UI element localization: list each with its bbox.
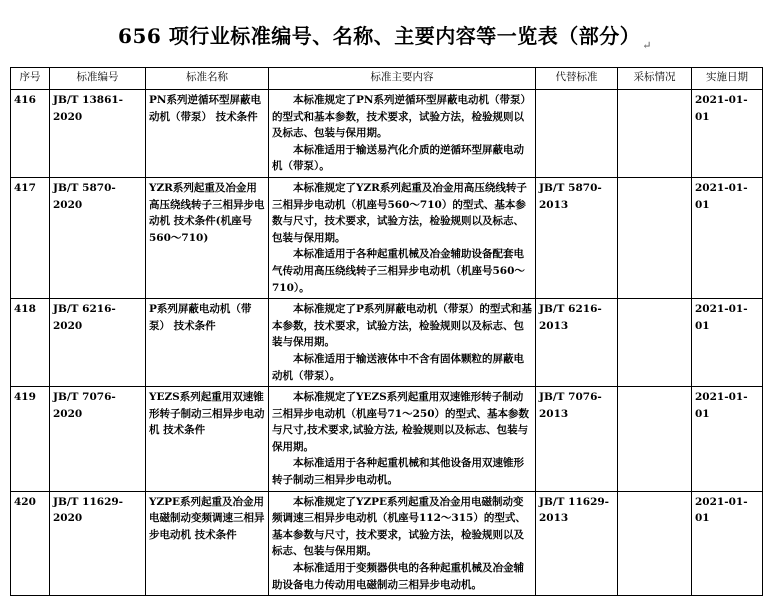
row-code: JB/T 7076-2020 — [50, 387, 146, 492]
table-row — [11, 491, 763, 596]
content-paragraph: 本标准规定了P系列屏蔽电动机（带泵）的型式和基本参数，技术要求，试验方法，检验规则以及标志、包装与保用期。 — [272, 303, 532, 349]
table-row — [11, 177, 763, 298]
row-date: 2021-01-01 — [692, 299, 763, 387]
header-date: 实施日期 — [692, 68, 763, 90]
table-row — [11, 387, 763, 492]
row-name: P系列屏蔽电动机（带泵） 技术条件 — [146, 299, 269, 387]
row-adoption — [618, 299, 692, 387]
row-content — [269, 299, 536, 387]
page-title: 656 项行业标准编号、名称、主要内容等一览表（部分） $_↵$ — [118, 24, 652, 52]
row-replaces: JB/T 11629-2013 — [536, 491, 618, 596]
content-paragraph: 本标准规定了YZPE系列起重及冶金用电磁制动变频调速三相异步电动机（机座号112～315）的型式、基本参数与尺寸，技术要求，试验方法，检验规则以及标志、包装与保用期。 — [272, 495, 526, 558]
row-no: 416 — [11, 90, 50, 178]
row-code: JB/T 6216-2020 — [50, 299, 146, 387]
row-content — [269, 90, 536, 178]
row-name: PN系列逆循环型屏蔽电动机（带泵） 技术条件 — [146, 90, 269, 178]
row-content — [269, 491, 536, 596]
row-code: JB/T 5870-2020 — [50, 177, 146, 298]
content-paragraph: 本标准规定了YZR系列起重及冶金用高压绕线转子三相异步电动机（机座号560～710）的型式、基本参数与尺寸，技术要求，试验方法，检验规则以及标志、包装与保用期。 — [272, 181, 527, 244]
row-date: 2021-01-01 — [692, 491, 763, 596]
content-paragraph: 本标准适用于各种起重机械及冶金辅助设备配套电气传动用高压绕线转子三相异步电动机（机座号560～710）。 — [272, 248, 525, 294]
row-no: 420 — [11, 491, 50, 596]
row-content — [269, 177, 536, 298]
row-adoption — [618, 387, 692, 492]
header-replaces: 代替标准 — [536, 68, 618, 90]
row-no: 419 — [11, 387, 50, 492]
row-adoption — [618, 177, 692, 298]
header-adoption: 采标情况 — [618, 68, 692, 90]
row-replaces — [536, 90, 618, 178]
row-code: JB/T 13861-2020 — [50, 90, 146, 178]
row-date: 2021-01-01 — [692, 387, 763, 492]
row-name: YZR系列起重及冶金用高压绕线转子三相异步电动机 技术条件(机座号560～710) — [146, 177, 269, 298]
content-paragraph: 本标准适用于输送液体中不含有固体颗粒的屏蔽电动机（带泵）。 — [272, 352, 524, 382]
row-name: YEZS系列起重用双速锥形转子制动三相异步电动机 技术条件 — [146, 387, 269, 492]
standards-table — [10, 67, 763, 596]
row-adoption — [618, 90, 692, 178]
header-code: 标准编号 — [50, 68, 146, 90]
row-adoption — [618, 491, 692, 596]
content-paragraph: 本标准适用于变频器供电的各种起重机械及冶金辅助设备电力传动用电磁制动三相异步电动机。 — [272, 562, 524, 591]
content-paragraph: 本标准规定了YEZS系列起重用双速锥形转子制动三相异步电动机（机座号71～250）的型式、基本参数与尺寸,技术要求,试验方法, 检验规则以及标志、包装与保用期。 — [272, 391, 530, 453]
header-name: 标准名称 — [146, 68, 269, 90]
row-content — [269, 387, 536, 492]
row-name: YZPE系列起重及冶金用电磁制动变频调速三相异步电动机 技术条件 — [146, 491, 269, 596]
header-no: 序号 — [11, 68, 50, 90]
table-row — [11, 90, 763, 178]
content-paragraph: 本标准适用于各种起重机械和其他设备用双速锥形转子制动三相异步电动机。 — [272, 457, 524, 487]
table-row — [11, 299, 763, 387]
row-no: 417 — [11, 177, 50, 298]
row-date: 2021-01-01 — [692, 90, 763, 178]
row-replaces: JB/T 6216-2013 — [536, 299, 618, 387]
row-replaces: JB/T 7076-2013 — [536, 387, 618, 492]
row-no: 418 — [11, 299, 50, 387]
row-replaces: JB/T 5870-2013 — [536, 177, 618, 298]
table-header-row — [11, 68, 763, 90]
row-date: 2021-01-01 — [692, 177, 763, 298]
header-content: 标准主要内容 — [269, 68, 536, 90]
content-paragraph: 本标准规定了PN系列逆循环型屏蔽电动机（带泵）的型式和基本参数，技术要求，试验方法，检验规则以及标志、包装与保用期。 — [272, 94, 531, 140]
row-code: JB/T 11629-2020 — [50, 491, 146, 596]
content-paragraph: 本标准适用于输送易汽化介质的逆循环型屏蔽电动机（带泵）。 — [272, 143, 524, 173]
